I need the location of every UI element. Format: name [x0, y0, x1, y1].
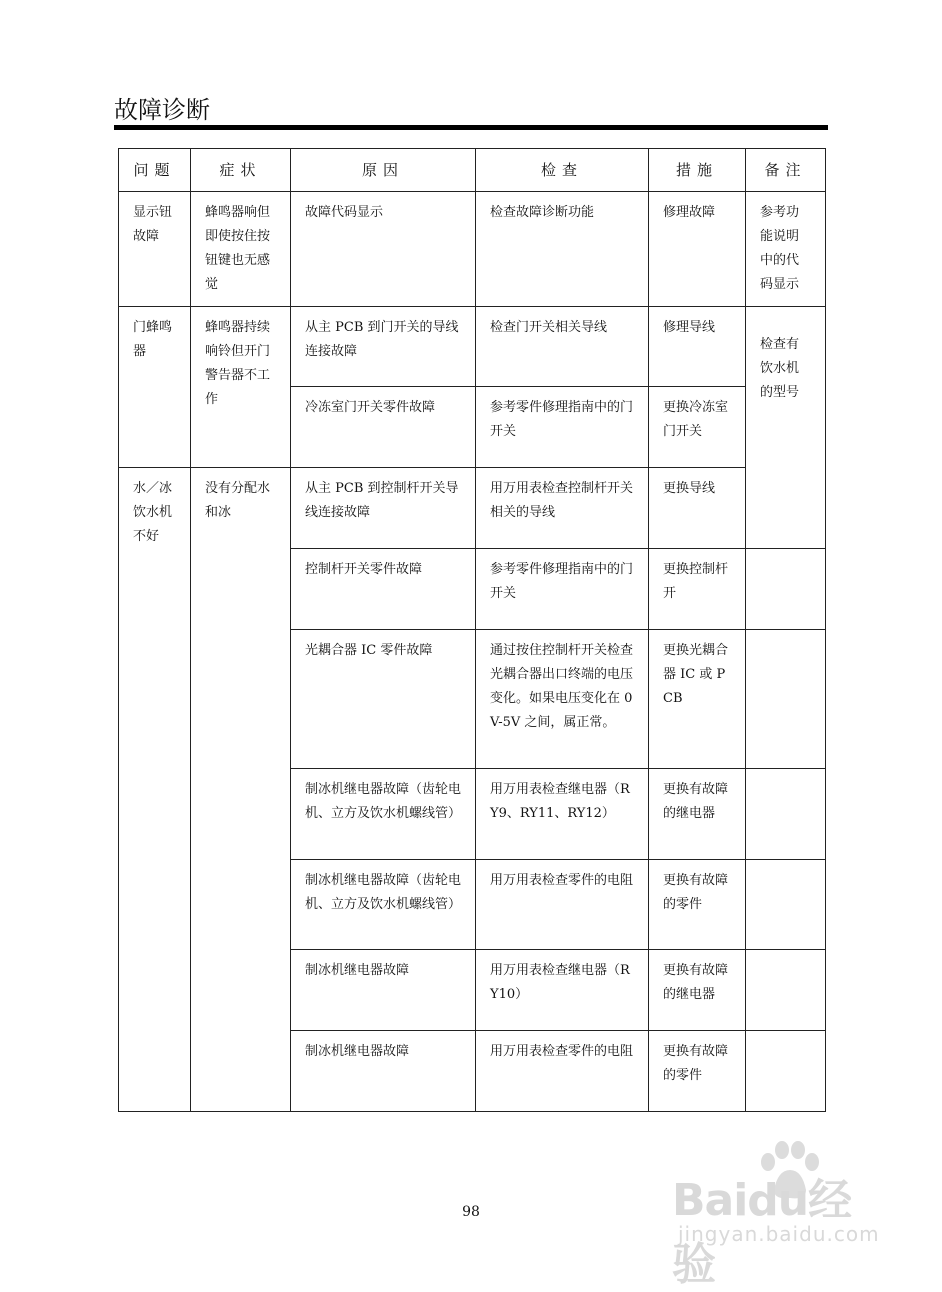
- header-note: 备注: [746, 149, 826, 192]
- table-row: [119, 307, 826, 387]
- cause-cell: 制冰机继电器故障（齿轮电机、立方及饮水机螺线管）: [291, 860, 476, 950]
- note-cell: [746, 950, 826, 1031]
- check-cell: 参考零件修理指南中的门开关: [476, 549, 649, 630]
- note-cell: [746, 549, 826, 630]
- note-cell: [746, 860, 826, 950]
- page-title: 故障诊断: [114, 96, 210, 124]
- action-cell: 更换光耦合器 IC 或 PCB: [649, 630, 746, 769]
- action-cell: 更换有故障的零件: [649, 1031, 746, 1112]
- symptom-cell: 蜂鸣器持续响铃但开门警告器不工作: [191, 307, 291, 468]
- note-cell: [746, 630, 826, 769]
- page-number: 98: [462, 1204, 480, 1220]
- symptom-cell: 没有分配水和冰: [191, 468, 291, 1112]
- check-cell: 检查门开关相关导线: [476, 307, 649, 387]
- check-cell: 检查故障诊断功能: [476, 192, 649, 307]
- header-action: 措施: [649, 149, 746, 192]
- check-cell: 参考零件修理指南中的门开关: [476, 387, 649, 468]
- cause-cell: 故障代码显示: [291, 192, 476, 307]
- symptom-cell: 蜂鸣器响但即使按住按钮键也无感觉: [191, 192, 291, 307]
- table-header-row: [119, 149, 826, 192]
- cause-cell: 制冰机继电器故障: [291, 950, 476, 1031]
- problem-cell: 显示钮故障: [119, 192, 191, 307]
- watermark-brand: Baidu经验: [672, 1175, 852, 1290]
- check-cell: 通过按住控制杆开关检查光耦合器出口终端的电压变化。如果电压变化在 0V-5V 之间，属正常。: [476, 630, 649, 769]
- cause-cell: 冷冻室门开关零件故障: [291, 387, 476, 468]
- table-row: [119, 192, 826, 307]
- action-cell: 更换导线: [649, 468, 746, 549]
- note-cell: 参考功能说明中的代码显示: [746, 192, 826, 307]
- check-cell: 用万用表检查零件的电阻: [476, 860, 649, 950]
- check-cell: 用万用表检查继电器（RY9、RY11、RY12）: [476, 769, 649, 860]
- header-problem: 问题: [119, 149, 191, 192]
- check-cell: 用万用表检查继电器（RY10）: [476, 950, 649, 1031]
- cause-cell: 制冰机继电器故障（齿轮电机、立方及饮水机螺线管）: [291, 769, 476, 860]
- check-cell: 用万用表检查零件的电阻: [476, 1031, 649, 1112]
- cause-cell: 光耦合器 IC 零件故障: [291, 630, 476, 769]
- action-cell: 更换冷冻室门开关: [649, 387, 746, 468]
- action-cell: 更换控制杆开: [649, 549, 746, 630]
- header-check: 检查: [476, 149, 649, 192]
- cause-cell: 从主 PCB 到门开关的导线连接故障: [291, 307, 476, 387]
- note-cell: 检查有饮水机的型号: [746, 307, 826, 549]
- action-cell: 更换有故障的继电器: [649, 950, 746, 1031]
- header-cause: 原因: [291, 149, 476, 192]
- action-cell: 修理导线: [649, 307, 746, 387]
- watermark-url: jingyan.baidu.com: [678, 1222, 880, 1246]
- problem-cell: 水／冰饮水机不好: [119, 468, 191, 1112]
- cause-cell: 控制杆开关零件故障: [291, 549, 476, 630]
- action-cell: 更换有故障的继电器: [649, 769, 746, 860]
- note-cell: [746, 769, 826, 860]
- problem-cell: 门蜂鸣器: [119, 307, 191, 468]
- check-cell: 用万用表检查控制杆开关相关的导线: [476, 468, 649, 549]
- action-cell: 修理故障: [649, 192, 746, 307]
- table-row: [119, 468, 826, 549]
- action-cell: 更换有故障的零件: [649, 860, 746, 950]
- note-cell: [746, 1031, 826, 1112]
- header-symptom: 症状: [191, 149, 291, 192]
- baidu-jingyan-watermark: [672, 1140, 892, 1290]
- title-rule: [114, 125, 828, 130]
- cause-cell: 从主 PCB 到控制杆开关导线连接故障: [291, 468, 476, 549]
- cause-cell: 制冰机继电器故障: [291, 1031, 476, 1112]
- diagnosis-table: [118, 148, 826, 1112]
